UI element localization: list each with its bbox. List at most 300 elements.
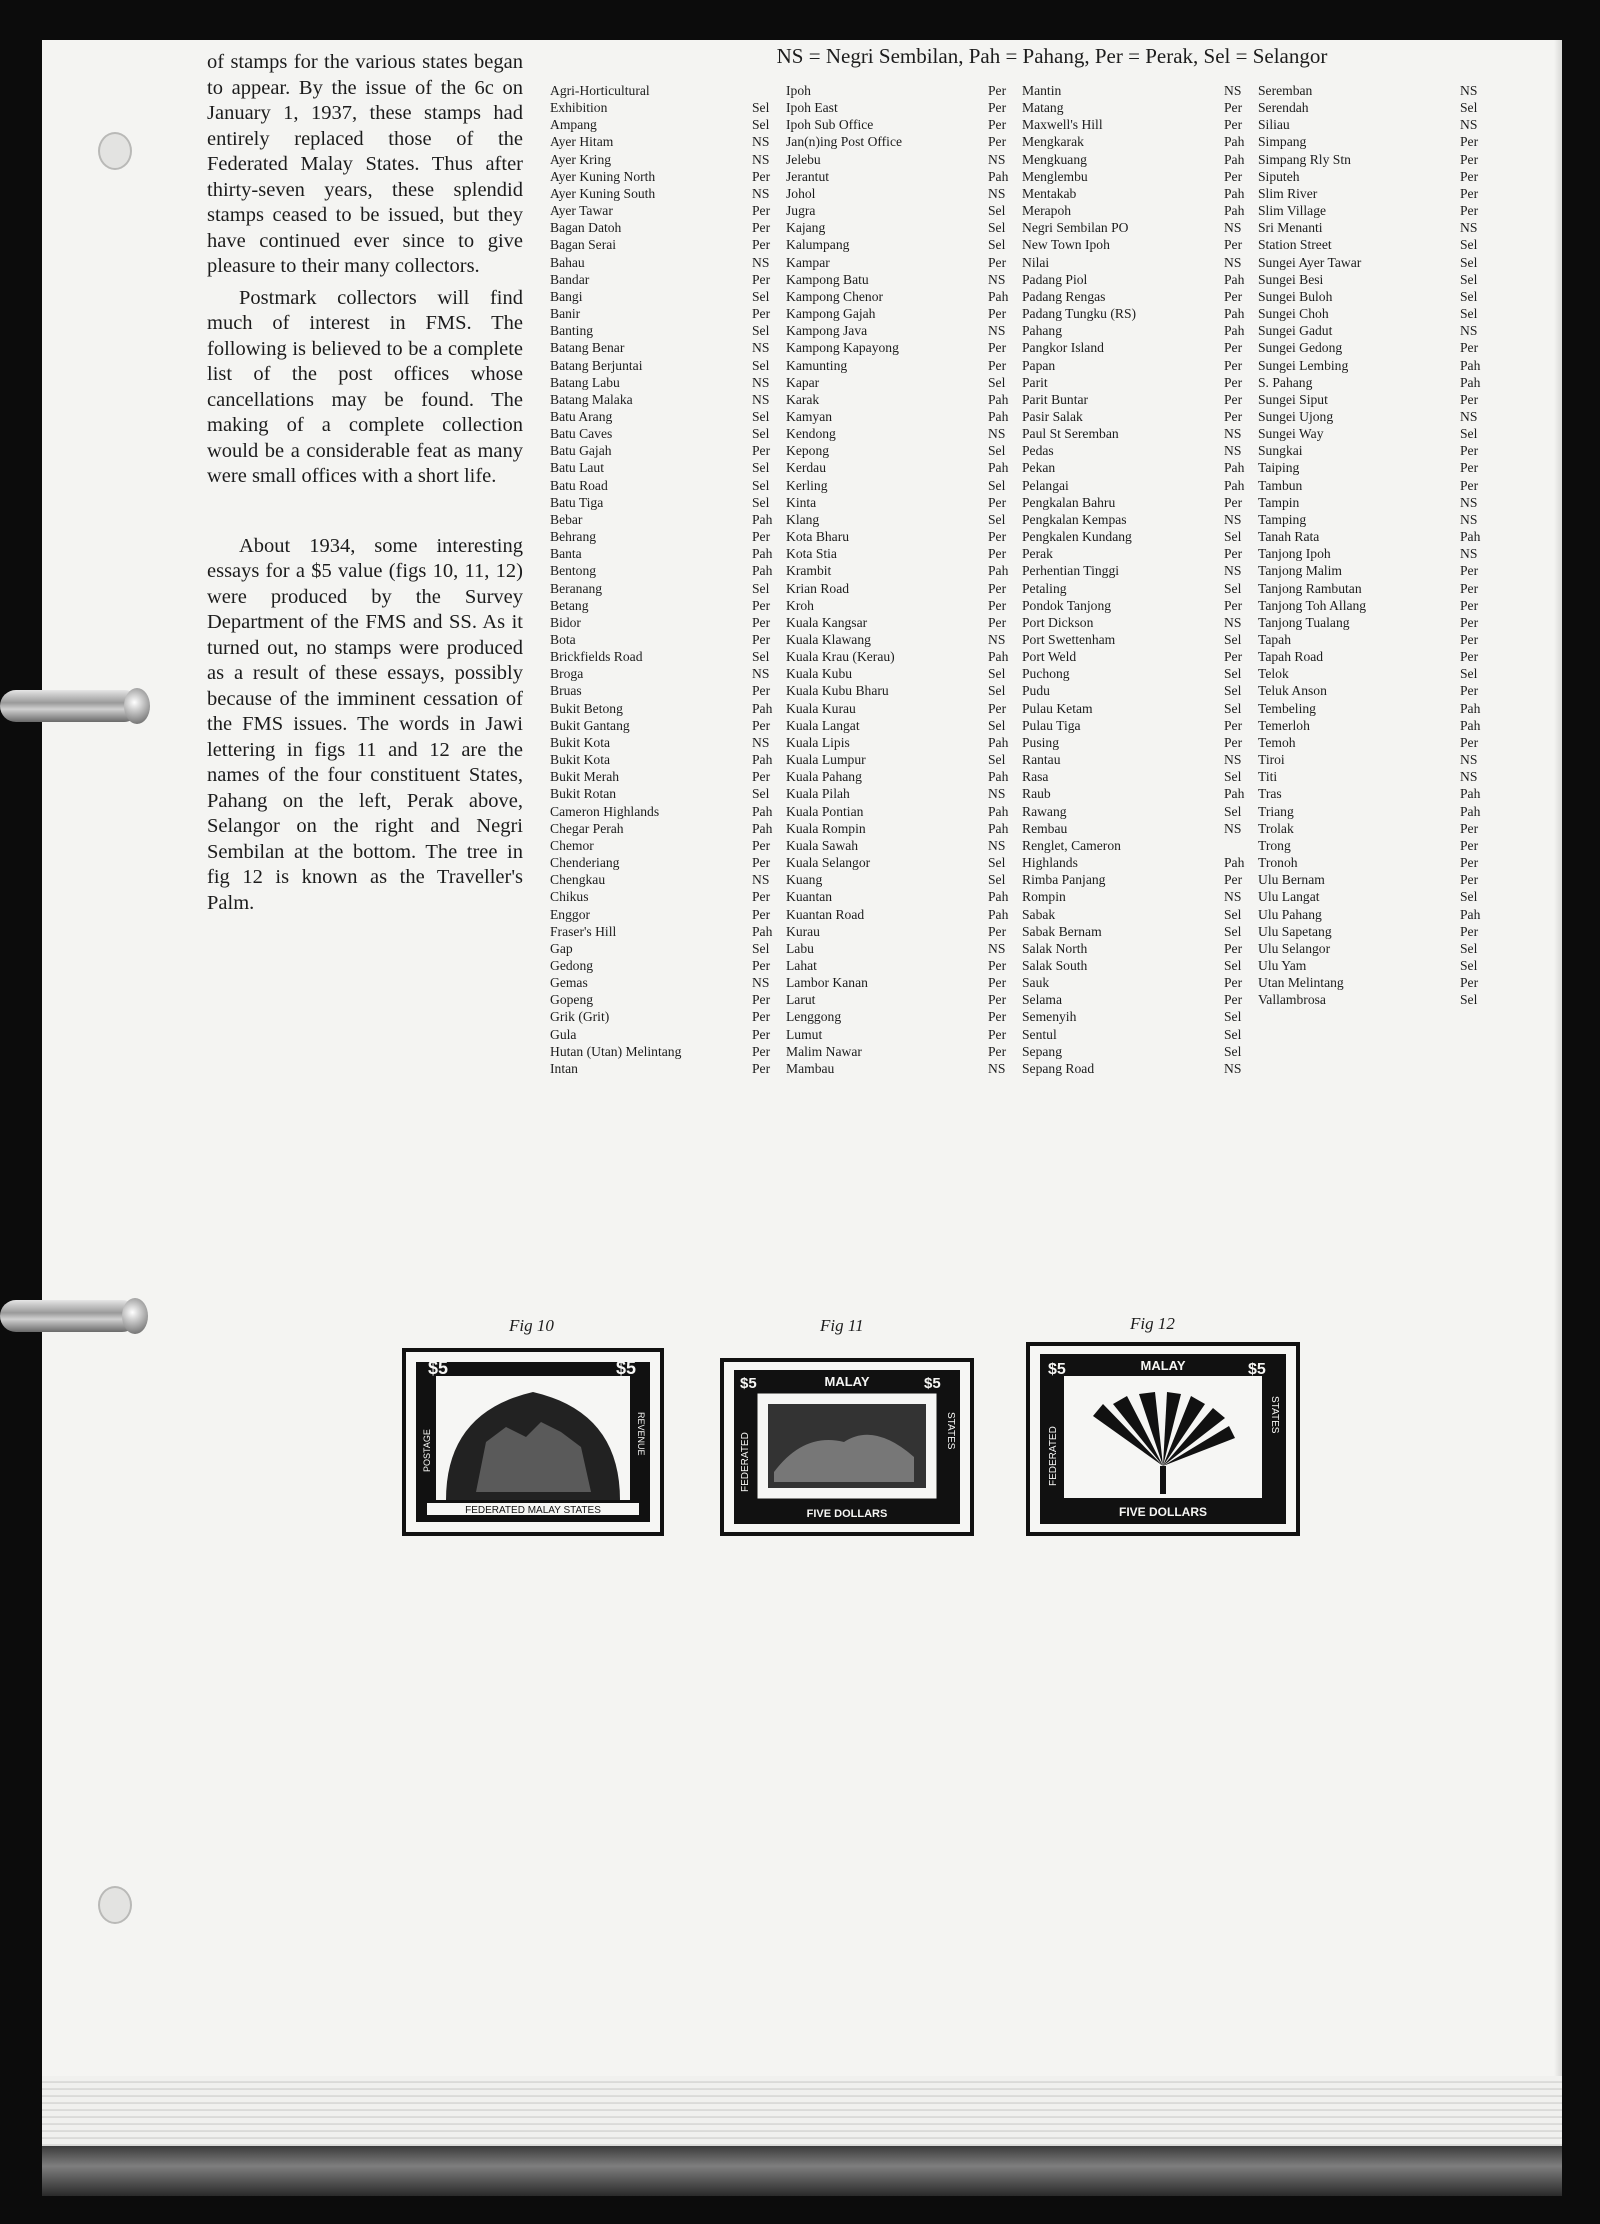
post-office-row bbox=[786, 803, 1014, 820]
post-office-row bbox=[786, 974, 1014, 991]
post-office-row bbox=[1258, 682, 1486, 699]
post-office-name: Kinta bbox=[786, 494, 817, 510]
post-office-row bbox=[550, 580, 778, 597]
post-office-row bbox=[786, 391, 1014, 408]
state-code: NS bbox=[988, 185, 1006, 201]
post-office-row bbox=[786, 906, 1014, 923]
post-office-name: Pengkalen Kundang bbox=[1022, 529, 1132, 545]
post-office-name: Exhibition bbox=[550, 100, 608, 116]
paragraph-3: About 1934, some interesting essays for a $5 value (figs 10, 11, 12) were produced by the Survey Department of the FMS and SS. As it turned out, no stamps were produced as a result of these essays, possibly because of the imminent cessation of the FMS issues. The words in Jawi lettering in figs 11 and 12 are the names of the four constituent States, Pahang on the left, Perak above, Selangor on the right and Negri Sembilan at the bottom. The tree in fig 12 is known as the Traveller's Palm. bbox=[207, 534, 523, 914]
post-office-name: Bebar bbox=[550, 511, 583, 527]
post-office-row bbox=[550, 768, 778, 785]
state-code: NS bbox=[1224, 1060, 1242, 1076]
post-office-name: Ayer Kring bbox=[550, 151, 612, 167]
post-office-name: Agri-Horticultural bbox=[550, 83, 650, 98]
state-code: NS bbox=[752, 134, 770, 150]
stamp-12-value-right: $5 bbox=[1248, 1361, 1266, 1378]
post-office-row bbox=[550, 391, 778, 408]
state-code: Per bbox=[1460, 855, 1479, 871]
post-office-row bbox=[786, 648, 1014, 665]
state-code: Per bbox=[988, 306, 1007, 322]
post-office-name: Kuala Kurau bbox=[786, 700, 856, 716]
state-code: Pah bbox=[1460, 786, 1481, 802]
post-office-name: Tapah bbox=[1258, 632, 1292, 647]
post-office-row bbox=[786, 923, 1014, 940]
state-code: Per bbox=[1460, 477, 1479, 493]
state-code: Sel bbox=[752, 117, 770, 133]
state-code: Sel bbox=[752, 100, 770, 116]
state-code: NS bbox=[988, 786, 1006, 802]
state-code: Pah bbox=[1224, 306, 1245, 322]
post-office-column-1 bbox=[550, 82, 778, 1077]
state-code: Per bbox=[752, 220, 771, 236]
post-office-name: Sungei Buloh bbox=[1258, 288, 1333, 304]
state-code: Per bbox=[752, 168, 771, 184]
post-office-name: Pusing bbox=[1022, 734, 1060, 750]
post-office-row bbox=[786, 871, 1014, 888]
post-office-row bbox=[786, 357, 1014, 374]
state-code: NS bbox=[988, 632, 1006, 647]
post-office-row bbox=[1258, 614, 1486, 631]
post-office-row bbox=[1258, 219, 1486, 236]
post-office-row bbox=[550, 1008, 778, 1025]
state-code: Per bbox=[752, 271, 771, 287]
state-code: NS bbox=[1224, 220, 1242, 236]
post-office-row bbox=[550, 717, 778, 734]
post-office-name: Pengkalan Bahru bbox=[1022, 494, 1116, 510]
post-office-name: Parit bbox=[1022, 374, 1048, 390]
post-office-row bbox=[1258, 785, 1486, 802]
post-office-row bbox=[1022, 202, 1250, 219]
post-office-row bbox=[786, 888, 1014, 905]
post-office-row bbox=[1258, 528, 1486, 545]
state-code: Per bbox=[988, 494, 1007, 510]
post-office-name: Karak bbox=[786, 391, 820, 407]
post-office-name: Kurau bbox=[786, 923, 820, 939]
post-office-row bbox=[1022, 854, 1250, 871]
post-office-name: Ipoh Sub Office bbox=[786, 117, 874, 133]
post-office-name: Bukit Kota bbox=[550, 734, 611, 750]
stamp-12-bottom-text: FIVE DOLLARS bbox=[1118, 1505, 1208, 1519]
post-office-row bbox=[1258, 648, 1486, 665]
post-office-name: Sungei Choh bbox=[1258, 306, 1329, 322]
state-code: Per bbox=[1224, 717, 1243, 733]
post-office-row bbox=[1022, 785, 1250, 802]
post-office-name: Ulu Yam bbox=[1258, 957, 1307, 973]
post-office-row bbox=[786, 1060, 1014, 1077]
post-office-name: Tanjong Tualang bbox=[1258, 614, 1350, 630]
state-code: Per bbox=[988, 975, 1007, 991]
state-code: Pah bbox=[752, 511, 773, 527]
post-office-name: Kerling bbox=[786, 477, 828, 493]
state-code: NS bbox=[1460, 220, 1478, 236]
post-office-row bbox=[1022, 99, 1250, 116]
legend-header: NS = Negri Sembilan, Pah = Pahang, Per = Perak, Sel = Selangor bbox=[776, 44, 1328, 68]
state-code: Per bbox=[1224, 546, 1243, 562]
post-office-row bbox=[1258, 957, 1486, 974]
post-office-row bbox=[786, 442, 1014, 459]
post-office-name: Bukit Betong bbox=[550, 700, 623, 716]
post-office-row bbox=[1022, 425, 1250, 442]
post-office-name: Bangi bbox=[550, 288, 583, 304]
stamp-10-artwork bbox=[406, 1352, 660, 1532]
state-code: Pah bbox=[752, 803, 773, 819]
state-code: Sel bbox=[1224, 1043, 1242, 1059]
post-office-name: Ayer Tawar bbox=[550, 203, 613, 219]
post-office-name: Kroh bbox=[786, 597, 814, 613]
post-office-name: Sungei Ujong bbox=[1258, 408, 1334, 424]
post-office-name: Kalumpang bbox=[786, 237, 850, 253]
state-code: Pah bbox=[752, 820, 773, 836]
state-code: Per bbox=[752, 889, 771, 905]
post-office-row bbox=[786, 751, 1014, 768]
post-office-name: Pulau Tiga bbox=[1022, 717, 1081, 733]
post-office-name: Salak North bbox=[1022, 940, 1088, 956]
state-code: Pah bbox=[752, 752, 773, 768]
state-code: Per bbox=[1224, 975, 1243, 991]
post-office-name: Kampong Kapayong bbox=[786, 340, 899, 356]
post-office-row bbox=[1258, 631, 1486, 648]
state-code: NS bbox=[1460, 117, 1478, 133]
post-office-row bbox=[1022, 665, 1250, 682]
state-code: Per bbox=[988, 134, 1007, 150]
post-office-name: Kuala Lipis bbox=[786, 734, 850, 750]
state-code: Per bbox=[1224, 872, 1243, 888]
state-code: Sel bbox=[1460, 254, 1478, 270]
post-office-name: Port Swettenham bbox=[1022, 632, 1116, 647]
post-office-row bbox=[786, 151, 1014, 168]
state-code: NS bbox=[988, 1060, 1006, 1076]
post-office-row bbox=[550, 202, 778, 219]
figure-caption-11: Fig 11 bbox=[820, 1316, 864, 1335]
post-office-name: Jelebu bbox=[786, 151, 821, 167]
state-code: Pah bbox=[988, 889, 1009, 905]
post-office-name: Tembeling bbox=[1258, 700, 1316, 716]
state-code: NS bbox=[1460, 752, 1478, 768]
post-office-row bbox=[550, 305, 778, 322]
state-code: NS bbox=[988, 271, 1006, 287]
post-office-name: Papan bbox=[1022, 357, 1056, 373]
post-office-row bbox=[550, 545, 778, 562]
state-code: Sel bbox=[988, 203, 1006, 219]
post-office-row bbox=[786, 271, 1014, 288]
post-office-row bbox=[550, 665, 778, 682]
state-code: Per bbox=[1460, 683, 1479, 699]
state-code: NS bbox=[752, 151, 770, 167]
post-office-row bbox=[1022, 974, 1250, 991]
post-office-name: Puchong bbox=[1022, 666, 1070, 682]
post-office-name: Rasa bbox=[1022, 769, 1049, 785]
post-office-name: Seremban bbox=[1258, 83, 1313, 98]
state-code: Per bbox=[988, 700, 1007, 716]
state-code: Pah bbox=[1224, 151, 1245, 167]
post-office-row bbox=[550, 562, 778, 579]
post-office-row bbox=[1022, 477, 1250, 494]
post-office-row bbox=[1258, 494, 1486, 511]
post-office-row bbox=[1022, 888, 1250, 905]
post-office-row bbox=[786, 700, 1014, 717]
post-office-row bbox=[550, 648, 778, 665]
post-office-name: Station Street bbox=[1258, 237, 1332, 253]
post-office-row bbox=[550, 425, 778, 442]
post-office-name: Ayer Kuning North bbox=[550, 168, 656, 184]
post-office-name: Sepang Road bbox=[1022, 1060, 1095, 1076]
post-office-name: Gedong bbox=[550, 957, 594, 973]
post-office-name: Larut bbox=[786, 992, 816, 1008]
state-code: NS bbox=[1224, 752, 1242, 768]
post-office-row bbox=[1022, 305, 1250, 322]
post-office-name: Pangkor Island bbox=[1022, 340, 1104, 356]
state-code: Per bbox=[1224, 992, 1243, 1008]
post-office-row bbox=[1258, 151, 1486, 168]
post-office-name: Rompin bbox=[1022, 889, 1066, 905]
post-office-name: Utan Melintang bbox=[1258, 975, 1344, 991]
post-office-row bbox=[1022, 442, 1250, 459]
state-code bbox=[1224, 837, 1250, 854]
state-code: Per bbox=[1224, 597, 1243, 613]
state-code: Sel bbox=[1224, 580, 1242, 596]
paragraph-1: of stamps for the various states began to appear. By the issue of the 6c on January 1, 1937, these stamps had entirely replaced those of the Federated Malay States. Thus after thirty-seven years, these splendid stamps ceased to be issued, but they have continued ever since to give pleasure to their many collectors. bbox=[207, 51, 523, 277]
state-code: Per bbox=[1224, 237, 1243, 253]
state-code: Per bbox=[988, 340, 1007, 356]
state-code: Sel bbox=[1224, 700, 1242, 716]
state-code: Per bbox=[1460, 460, 1479, 476]
state-code: Pah bbox=[1224, 477, 1245, 493]
post-office-name: Pedas bbox=[1022, 443, 1054, 459]
post-office-name: Tiroi bbox=[1258, 752, 1285, 768]
post-office-row bbox=[550, 254, 778, 271]
post-office-name: Petaling bbox=[1022, 580, 1067, 596]
post-office-name: Sungei Gedong bbox=[1258, 340, 1343, 356]
state-code: Per bbox=[752, 529, 771, 545]
post-office-name: Kamunting bbox=[786, 357, 848, 373]
state-code: Per bbox=[1460, 391, 1479, 407]
post-office-row bbox=[1258, 254, 1486, 271]
post-office-name: Sungei Gadut bbox=[1258, 323, 1333, 339]
post-office-row bbox=[550, 906, 778, 923]
post-office-row bbox=[786, 1008, 1014, 1025]
state-code: Sel bbox=[1224, 957, 1242, 973]
post-office-row bbox=[550, 185, 778, 202]
state-code: NS bbox=[1224, 820, 1242, 836]
state-code: Pah bbox=[988, 649, 1009, 665]
album-base bbox=[42, 2146, 1562, 2196]
stamp-12-left-text: FEDERATED bbox=[1048, 1426, 1059, 1486]
post-office-row bbox=[1022, 648, 1250, 665]
state-code: Sel bbox=[1460, 100, 1478, 116]
post-office-row bbox=[550, 1060, 778, 1077]
post-office-row bbox=[1258, 940, 1486, 957]
state-code: Per bbox=[1224, 357, 1243, 373]
post-office-name: Kampong Batu bbox=[786, 271, 869, 287]
post-office-name: Mengkarak bbox=[1022, 134, 1084, 150]
post-office-row bbox=[1022, 580, 1250, 597]
post-office-name: Kuantan Road bbox=[786, 906, 865, 922]
post-office-row bbox=[1258, 339, 1486, 356]
state-code: Per bbox=[988, 1043, 1007, 1059]
state-code: Per bbox=[1460, 632, 1479, 647]
post-office-name: Pulau Ketam bbox=[1022, 700, 1093, 716]
post-office-name: Kampong Gajah bbox=[786, 306, 876, 322]
post-office-row bbox=[550, 785, 778, 802]
post-office-row bbox=[550, 1043, 778, 1060]
post-office-row bbox=[786, 1026, 1014, 1043]
post-office-name: Sri Menanti bbox=[1258, 220, 1323, 236]
post-office-row bbox=[786, 374, 1014, 391]
post-office-row bbox=[786, 528, 1014, 545]
post-office-name: Triang bbox=[1258, 803, 1294, 819]
post-office-row bbox=[1258, 837, 1486, 854]
post-office-name: Bruas bbox=[550, 683, 582, 699]
post-office-row bbox=[1022, 116, 1250, 133]
state-code: Pah bbox=[1224, 323, 1245, 339]
post-office-name: Tanjong Toh Allang bbox=[1258, 597, 1367, 613]
state-code: Per bbox=[1224, 408, 1243, 424]
state-code: Sel bbox=[988, 752, 1006, 768]
post-office-row bbox=[1022, 717, 1250, 734]
state-code: Pah bbox=[1224, 203, 1245, 219]
state-code: Per bbox=[1224, 374, 1243, 390]
post-office-name: Selama bbox=[1022, 992, 1063, 1008]
post-office-name: Siliau bbox=[1258, 117, 1290, 133]
post-office-row bbox=[1258, 700, 1486, 717]
state-code: Per bbox=[1224, 168, 1243, 184]
post-office-name: Kendong bbox=[786, 426, 836, 442]
post-office-row bbox=[1258, 408, 1486, 425]
post-office-row bbox=[550, 357, 778, 374]
stamp-10-value-left: $5 bbox=[428, 1358, 449, 1378]
post-office-row bbox=[1258, 803, 1486, 820]
post-office-row bbox=[550, 511, 778, 528]
post-office-name: Lahat bbox=[786, 957, 817, 973]
post-office-row bbox=[1258, 751, 1486, 768]
post-office-row bbox=[1258, 991, 1486, 1008]
post-office-name: Gap bbox=[550, 940, 573, 956]
post-office-name: Tanjong Ipoh bbox=[1258, 546, 1331, 562]
state-code: Per bbox=[1460, 872, 1479, 888]
state-code: Per bbox=[988, 357, 1007, 373]
state-code: Per bbox=[752, 717, 771, 733]
state-code: Sel bbox=[752, 786, 770, 802]
post-office-row bbox=[550, 923, 778, 940]
state-code: Pah bbox=[1460, 717, 1481, 733]
post-office-name: Behrang bbox=[550, 529, 597, 545]
post-office-name: Rawang bbox=[1022, 803, 1067, 819]
post-office-name: Sungkai bbox=[1258, 443, 1303, 459]
state-code: Sel bbox=[1224, 923, 1242, 939]
state-code: NS bbox=[1460, 408, 1478, 424]
state-code: Per bbox=[752, 614, 771, 630]
state-code: Sel bbox=[988, 220, 1006, 236]
post-office-row bbox=[1258, 288, 1486, 305]
state-code: NS bbox=[752, 254, 770, 270]
post-office-row bbox=[786, 682, 1014, 699]
post-office-row bbox=[550, 854, 778, 871]
post-office-name: Kuala Kubu bbox=[786, 666, 853, 682]
post-office-row bbox=[1258, 133, 1486, 150]
post-office-row bbox=[786, 614, 1014, 631]
post-office-name: Mentakab bbox=[1022, 185, 1077, 201]
post-office-name: Kuala Kubu Bharu bbox=[786, 683, 889, 699]
post-office-row bbox=[550, 339, 778, 356]
post-office-row bbox=[786, 322, 1014, 339]
state-code: Sel bbox=[752, 649, 770, 665]
post-office-row bbox=[1022, 871, 1250, 888]
post-office-name: Kerdau bbox=[786, 460, 827, 476]
state-code: Per bbox=[988, 117, 1007, 133]
state-code: NS bbox=[752, 391, 770, 407]
post-office-row bbox=[1258, 717, 1486, 734]
post-office-row bbox=[1022, 562, 1250, 579]
post-office-row bbox=[786, 768, 1014, 785]
state-code: Per bbox=[752, 632, 771, 647]
state-code: Sel bbox=[1224, 803, 1242, 819]
state-code: Pah bbox=[1224, 460, 1245, 476]
post-office-name: Chengkau bbox=[550, 872, 606, 888]
post-office-name: Kepong bbox=[786, 443, 830, 459]
article-text bbox=[207, 50, 523, 922]
post-office-row bbox=[1022, 271, 1250, 288]
punch-hole-top bbox=[98, 132, 132, 170]
state-code: Pah bbox=[1460, 700, 1481, 716]
post-office-name: Semenyih bbox=[1022, 1009, 1077, 1025]
state-code: Pah bbox=[988, 391, 1009, 407]
post-office-name: Kuala Lumpur bbox=[786, 752, 866, 768]
post-office-name: Lambor Kanan bbox=[786, 975, 868, 991]
state-code: Sel bbox=[752, 940, 770, 956]
state-code: Pah bbox=[752, 563, 773, 579]
state-code: Sel bbox=[752, 580, 770, 596]
post-office-row bbox=[1258, 888, 1486, 905]
post-office-name: Enggor bbox=[550, 906, 591, 922]
state-code: Per bbox=[752, 992, 771, 1008]
post-office-name: Batu Laut bbox=[550, 460, 604, 476]
post-office-name: Ulu Langat bbox=[1258, 889, 1320, 905]
post-office-row bbox=[1022, 339, 1250, 356]
state-code bbox=[752, 82, 778, 99]
post-office-name: Johol bbox=[786, 185, 816, 201]
post-office-name: Pekan bbox=[1022, 460, 1056, 476]
post-office-name: Bukit Rotan bbox=[550, 786, 617, 802]
post-office-name: Kuantan bbox=[786, 889, 833, 905]
stamp-12-value-left: $5 bbox=[1048, 1361, 1066, 1378]
post-office-name: Kajang bbox=[786, 220, 826, 236]
post-office-name: Batu Gajah bbox=[550, 443, 612, 459]
post-office-row bbox=[1022, 803, 1250, 820]
state-code: Sel bbox=[1460, 306, 1478, 322]
binder-ring-bottom bbox=[0, 1300, 138, 1332]
state-code: Per bbox=[988, 100, 1007, 116]
post-office-name: Kuala Kangsar bbox=[786, 614, 868, 630]
post-office-row bbox=[1258, 974, 1486, 991]
post-office-row bbox=[1022, 254, 1250, 271]
state-code: Per bbox=[1224, 391, 1243, 407]
post-office-name: Kuala Sawah bbox=[786, 837, 859, 853]
post-office-name: Batu Road bbox=[550, 477, 608, 493]
state-code: Per bbox=[1224, 100, 1243, 116]
post-office-row bbox=[1258, 271, 1486, 288]
state-code: Per bbox=[988, 597, 1007, 613]
post-office-name: Sepang bbox=[1022, 1043, 1063, 1059]
state-code: Per bbox=[988, 1009, 1007, 1025]
state-code: NS bbox=[988, 323, 1006, 339]
post-office-name: Kuala Pontian bbox=[786, 803, 864, 819]
stamp-10-right-text: REVENUE bbox=[636, 1412, 646, 1456]
state-code: Per bbox=[752, 306, 771, 322]
post-office-name: Tapah Road bbox=[1258, 649, 1324, 665]
state-code: NS bbox=[1224, 614, 1242, 630]
state-code: Per bbox=[1460, 820, 1479, 836]
